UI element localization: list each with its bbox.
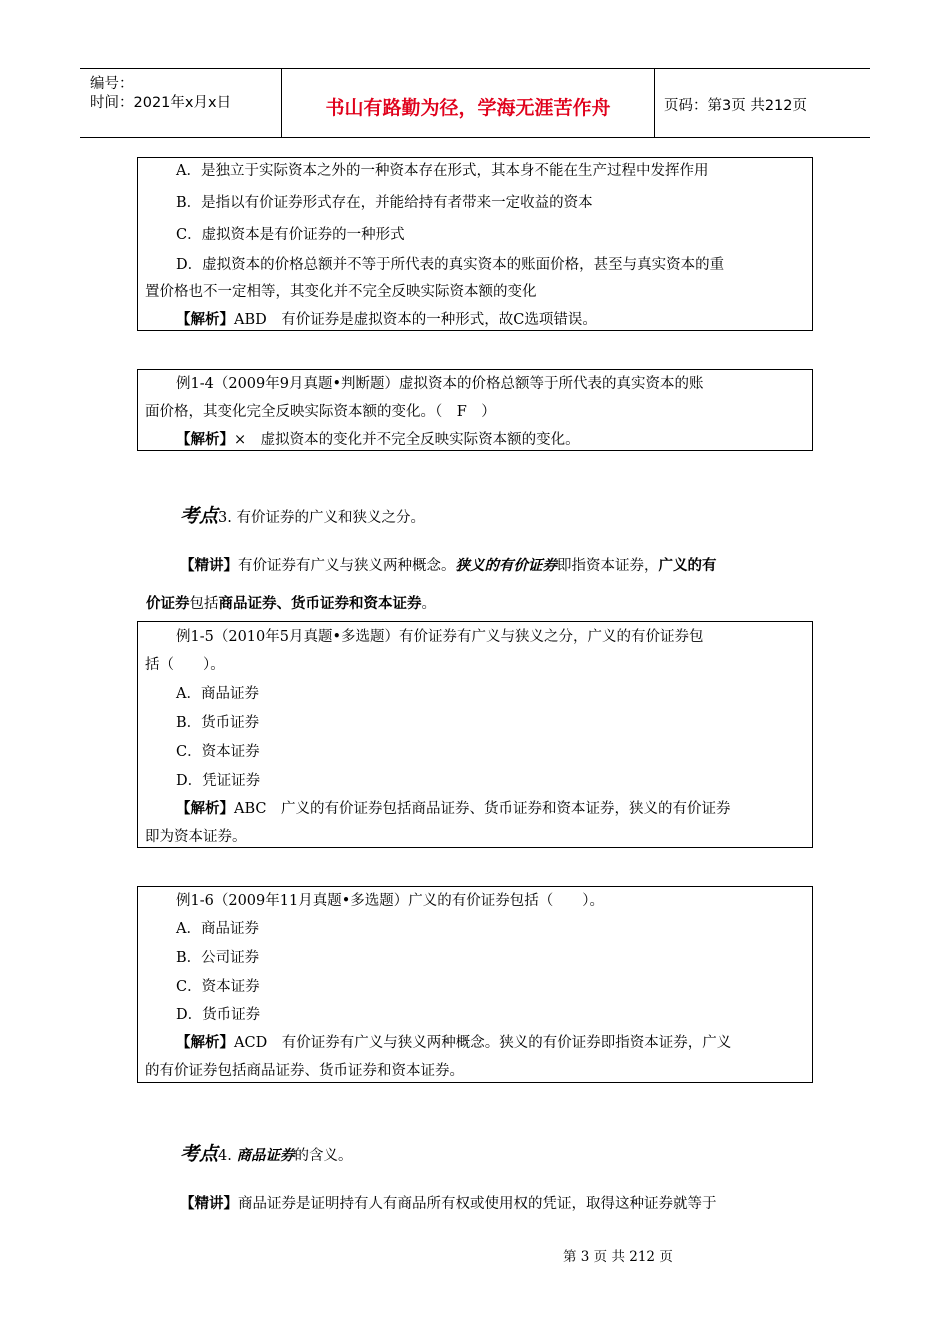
point-title: 的含义。 (294, 1148, 353, 1164)
point-label: 考点 (180, 1143, 219, 1165)
analysis-text: ABD 有价证券是虚拟资本的一种形式，故C选项错误。 (234, 312, 597, 328)
option-d: D．凭证证券 (176, 773, 261, 789)
option-c: C．虚拟资本是有价证券的一种形式 (176, 227, 405, 243)
header-page-number: 页码：第3页 共212页 (664, 98, 808, 114)
lecture-text: 有价证券有广义与狭义两种概念。 (238, 558, 456, 574)
question-box-1 (137, 157, 813, 331)
option-c: C．资本证券 (176, 979, 260, 995)
lecture-paragraph-2 (180, 1194, 717, 1214)
point-4-heading (180, 1144, 352, 1166)
header-left-cell (80, 69, 280, 137)
analysis-tag: 【解析】 (176, 312, 234, 328)
analysis-line (176, 799, 731, 819)
analysis-tag: 【解析】 (176, 801, 234, 817)
analysis-tag: 【解析】 (176, 1035, 234, 1051)
option-a: A．商品证券 (176, 686, 259, 702)
lecture-text: 。 (421, 596, 436, 612)
analysis-line (176, 430, 580, 450)
option-b: B．公司证券 (176, 950, 260, 966)
question-stem: 例1-6（2009年11月真题•多选题）广义的有价证券包括（ ）。 (176, 893, 605, 909)
document-number-label: 编号： (90, 76, 134, 92)
question-box-4 (137, 886, 813, 1083)
analysis-tag: 【解析】 (176, 432, 234, 448)
lecture-paragraph-line-2 (146, 594, 436, 614)
motto-text: 书山有路勤为径，学海无涯苦作舟 (325, 97, 611, 119)
commodity-securities-term: 商品证券 (236, 1148, 295, 1164)
question-box-3 (137, 621, 813, 848)
option-c: C．资本证券 (176, 744, 260, 760)
question-stem-continued: 面价格，其变化完全反映实际资本额的变化。（ F ） (145, 404, 496, 420)
question-stem: 例1-4（2009年9月真题•判断题）虚拟资本的价格总额等于所代表的真实资本的账 (176, 376, 704, 392)
lecture-text: 包括 (189, 596, 219, 612)
option-d-continued: 置价格也不一定相等，其变化并不完全反映实际资本额的变化 (145, 284, 537, 300)
securities-types-term: 商品证券、货币证券和资本证券 (218, 596, 422, 612)
page-header (80, 68, 870, 138)
point-3-heading (180, 506, 425, 528)
header-page-cell (654, 69, 870, 137)
lecture-text: 即指资本证券， (557, 558, 659, 574)
analysis-text: × 虚拟资本的变化并不完全反映实际资本额的变化。 (234, 432, 580, 448)
analysis-line (176, 310, 597, 330)
lecture-tag: 【精讲】 (180, 1196, 238, 1212)
broad-securities-term-continued: 价证券 (146, 596, 190, 612)
broad-securities-term: 广义的有 (658, 558, 717, 574)
analysis-line (176, 1033, 731, 1053)
header-motto-cell (281, 69, 655, 137)
option-a: A．商品证券 (176, 921, 259, 937)
question-stem-continued: 括（ ）。 (145, 657, 225, 673)
document-date-label: 时间：2021年x月x日 (90, 95, 232, 111)
point-title: 3. 有价证券的广义和狭义之分。 (218, 510, 425, 526)
page-footer: 第 3 页 共 212 页 (563, 1249, 673, 1265)
question-stem: 例1-5（2010年5月真题•多选题）有价证券有广义与狭义之分，广义的有价证券包 (176, 629, 704, 645)
option-a: A．是独立于实际资本之外的一种资本存在形式，其本身不能在生产过程中发挥作用 (176, 163, 709, 179)
option-d: D．货币证券 (176, 1007, 261, 1023)
lecture-tag: 【精讲】 (180, 558, 238, 574)
question-box-2 (137, 369, 813, 451)
option-d: D．虚拟资本的价格总额并不等于所代表的真实资本的账面价格，甚至与真实资本的重 (176, 257, 725, 273)
option-b: B．货币证券 (176, 715, 260, 731)
analysis-text-continued: 的有价证券包括商品证券、货币证券和资本证券。 (145, 1063, 464, 1079)
narrow-securities-term: 狭义的有价证券 (455, 558, 557, 574)
option-b: B．是指以有价证券形式存在，并能给持有者带来一定收益的资本 (176, 195, 593, 211)
point-label: 考点 (180, 505, 219, 527)
point-number: 4. (218, 1148, 237, 1164)
lecture-paragraph-line-1 (180, 556, 717, 576)
analysis-text: ABC 广义的有价证券包括商品证券、货币证券和资本证券，狭义的有价证券 (234, 801, 731, 817)
lecture-text: 商品证券是证明持有人有商品所有权或使用权的凭证，取得这种证券就等于 (238, 1196, 717, 1212)
analysis-text-continued: 即为资本证券。 (145, 829, 247, 845)
analysis-text: ACD 有价证券有广义与狭义两种概念。狭义的有价证券即指资本证券，广义 (234, 1035, 732, 1051)
